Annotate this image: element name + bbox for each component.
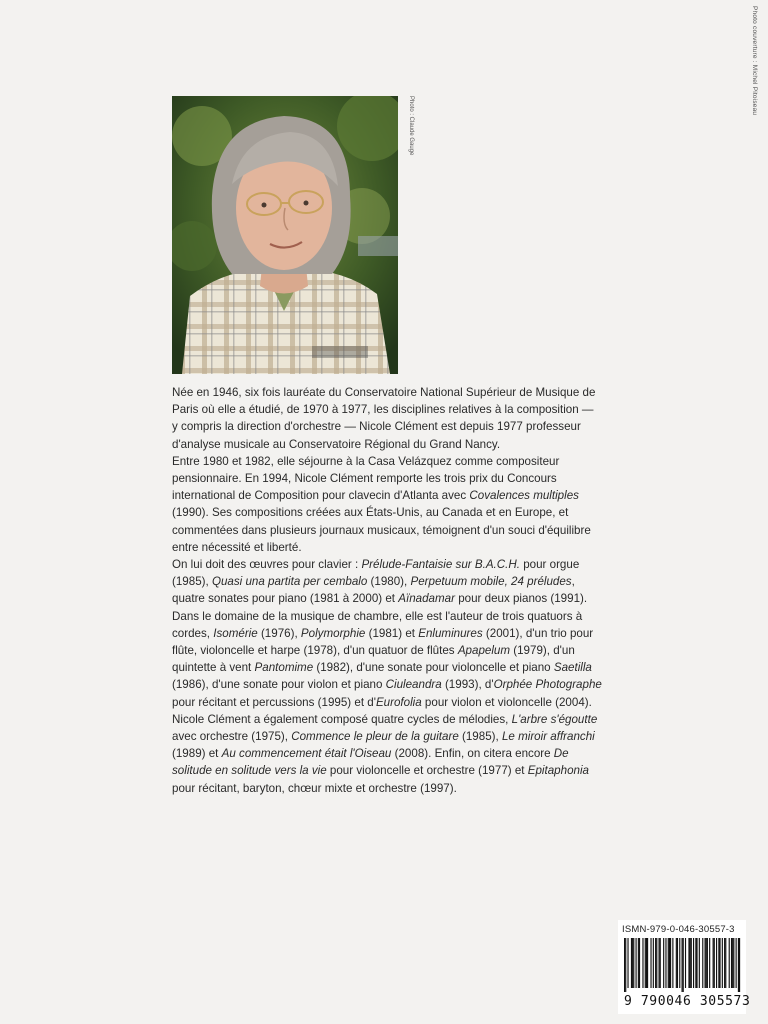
barcode-bar bbox=[677, 938, 678, 988]
barcode-block bbox=[618, 920, 751, 1014]
barcode-bar bbox=[702, 938, 703, 988]
ismn-label: ISMN-979-0-046-30557-3 bbox=[622, 924, 735, 935]
barcode-bar bbox=[729, 938, 730, 988]
barcode-bar bbox=[632, 938, 633, 988]
barcode-bar bbox=[707, 938, 708, 988]
barcode-bar bbox=[719, 938, 720, 988]
barcode-bar bbox=[724, 938, 725, 988]
barcode-bar bbox=[706, 938, 707, 988]
barcode-bar bbox=[714, 938, 715, 988]
barcode-bar bbox=[738, 938, 739, 992]
barcode-bar bbox=[691, 938, 692, 988]
bio-paragraph-4: Dans le domaine de la musique de chambre, elle est l'auteur de trois quatuors à cordes, Isomérie (1976), Polymorphie (1981) et Enluminures (2001), d'un trio pour flûte, violoncelle et harpe (1978), d'un quatuor de flûtes Apapelum (1979), d'un quintette à vent Pantomime (1982), d'une sonate pour violoncelle et piano Saetilla (1986), d'une sonate pour violon et piano Ciuleandra (1993), d'Orphée Photographe pour récitant et percussions (1995) et d'Eurofolia pour violon et violoncelle (2004). bbox=[172, 609, 602, 709]
barcode-bar bbox=[731, 938, 732, 988]
barcode-bar bbox=[705, 938, 706, 988]
barcode-bar bbox=[683, 938, 684, 992]
barcode-bar bbox=[659, 938, 660, 988]
barcode-bar bbox=[663, 938, 664, 988]
barcode-bar bbox=[690, 938, 691, 988]
portrait-photo bbox=[172, 96, 398, 374]
bio-paragraph-1: Née en 1946, six fois lauréate du Conservatoire National Supérieur de Musique de Paris où elle a étudié, de 1970 à 1977, les disciplines relatives à la composition — y compris la direction d'orchestre — Nicole Clément est depuis 1977 professeur d'analyse musicale au Conservatoire Régional du Grand Nancy. bbox=[172, 386, 596, 451]
bio-paragraph-5: Nicole Clément a également composé quatre cycles de mélodies, L'arbre s'égoutte avec orchestre (1975), Commence le pleur de la guitare (1985), Le miroir affranchi (1989) et Au commencement était l'Oiseau (2008). Enfin, on citera encore De solitude en solitude vers la vie pour violoncelle et orchestre (1977) et Epitaphonia pour récitant, baryton, chœur mixte et orchestre (1997). bbox=[172, 712, 598, 795]
barcode-bar bbox=[638, 938, 639, 988]
barcode-bar bbox=[718, 938, 719, 988]
barcode-bar bbox=[668, 938, 669, 988]
portrait-illustration bbox=[172, 96, 398, 374]
barcode-bar bbox=[695, 938, 696, 988]
barcode-bar bbox=[655, 938, 656, 988]
bio-paragraph-2: Entre 1980 et 1982, elle séjourne à la Casa Velázquez comme compositeur pensionnaire. En 1994, Nicole Clément remporte les trois prix du Concours international de Composition pour clavecin d'Atlanta avec Covalences multiples (1990). Ses compositions créées aux États-Unis, au Canada et en Europe, et commentées dans plusieurs journaux musicaux, témoignent d'un souci d'équilibre entre nécessité et liberté. bbox=[172, 454, 591, 554]
barcode-bar bbox=[646, 938, 647, 988]
barcode-bar bbox=[733, 938, 734, 988]
barcode-bar bbox=[650, 938, 651, 988]
barcode-bar bbox=[665, 938, 666, 988]
barcode-bar bbox=[647, 938, 648, 988]
barcode-bar bbox=[656, 938, 657, 988]
barcode-bar bbox=[725, 938, 726, 988]
bio-paragraph-3: On lui doit des œuvres pour clavier : Prélude-Fantaisie sur B.A.C.H. pour orgue (1985), Quasi una partita per cembalo (1980), Perpetuum mobile, 24 préludes, quatre sonates pour piano (1981 à 2000) et Aïnadamar pour deux pianos (1991). bbox=[172, 558, 588, 606]
barcode-bar bbox=[653, 938, 654, 988]
barcode-bar bbox=[716, 938, 717, 988]
barcode-bar bbox=[713, 938, 714, 988]
barcode-bar bbox=[636, 938, 637, 988]
barcode-bar bbox=[660, 938, 661, 988]
photo-credit: Photo : Claude Gauge bbox=[408, 96, 414, 156]
barcode-bar bbox=[699, 938, 700, 988]
barcode-bar bbox=[682, 938, 683, 992]
barcode-bar bbox=[645, 938, 646, 988]
barcode-bar bbox=[688, 938, 689, 988]
barcode-bar bbox=[685, 938, 686, 988]
barcode-bar bbox=[633, 938, 634, 988]
barcode-bar bbox=[732, 938, 733, 988]
barcode-bar bbox=[631, 938, 632, 988]
barcode-bar bbox=[679, 938, 680, 988]
barcode-bar bbox=[709, 938, 710, 988]
barcode-bar bbox=[722, 938, 723, 988]
barcode-bar bbox=[639, 938, 640, 988]
barcode-bar bbox=[624, 938, 625, 992]
barcode-digits: 9 790046 305573 bbox=[624, 994, 751, 1009]
barcode-bar bbox=[670, 938, 671, 988]
cover-photo-credit: Photo couverture : Michel Pitoiseau bbox=[751, 6, 758, 116]
barcode-bar bbox=[693, 938, 694, 988]
barcode-bar bbox=[672, 938, 673, 988]
barcode-icon bbox=[622, 938, 742, 992]
barcode-bar bbox=[627, 938, 628, 988]
barcode-bar bbox=[739, 938, 740, 992]
barcode-bar bbox=[625, 938, 626, 992]
barcode-bar bbox=[736, 938, 737, 988]
barcode-bar bbox=[642, 938, 643, 988]
barcode-bar bbox=[696, 938, 697, 988]
biography-text bbox=[172, 384, 602, 797]
barcode-bar bbox=[676, 938, 677, 988]
barcode-bar bbox=[669, 938, 670, 988]
